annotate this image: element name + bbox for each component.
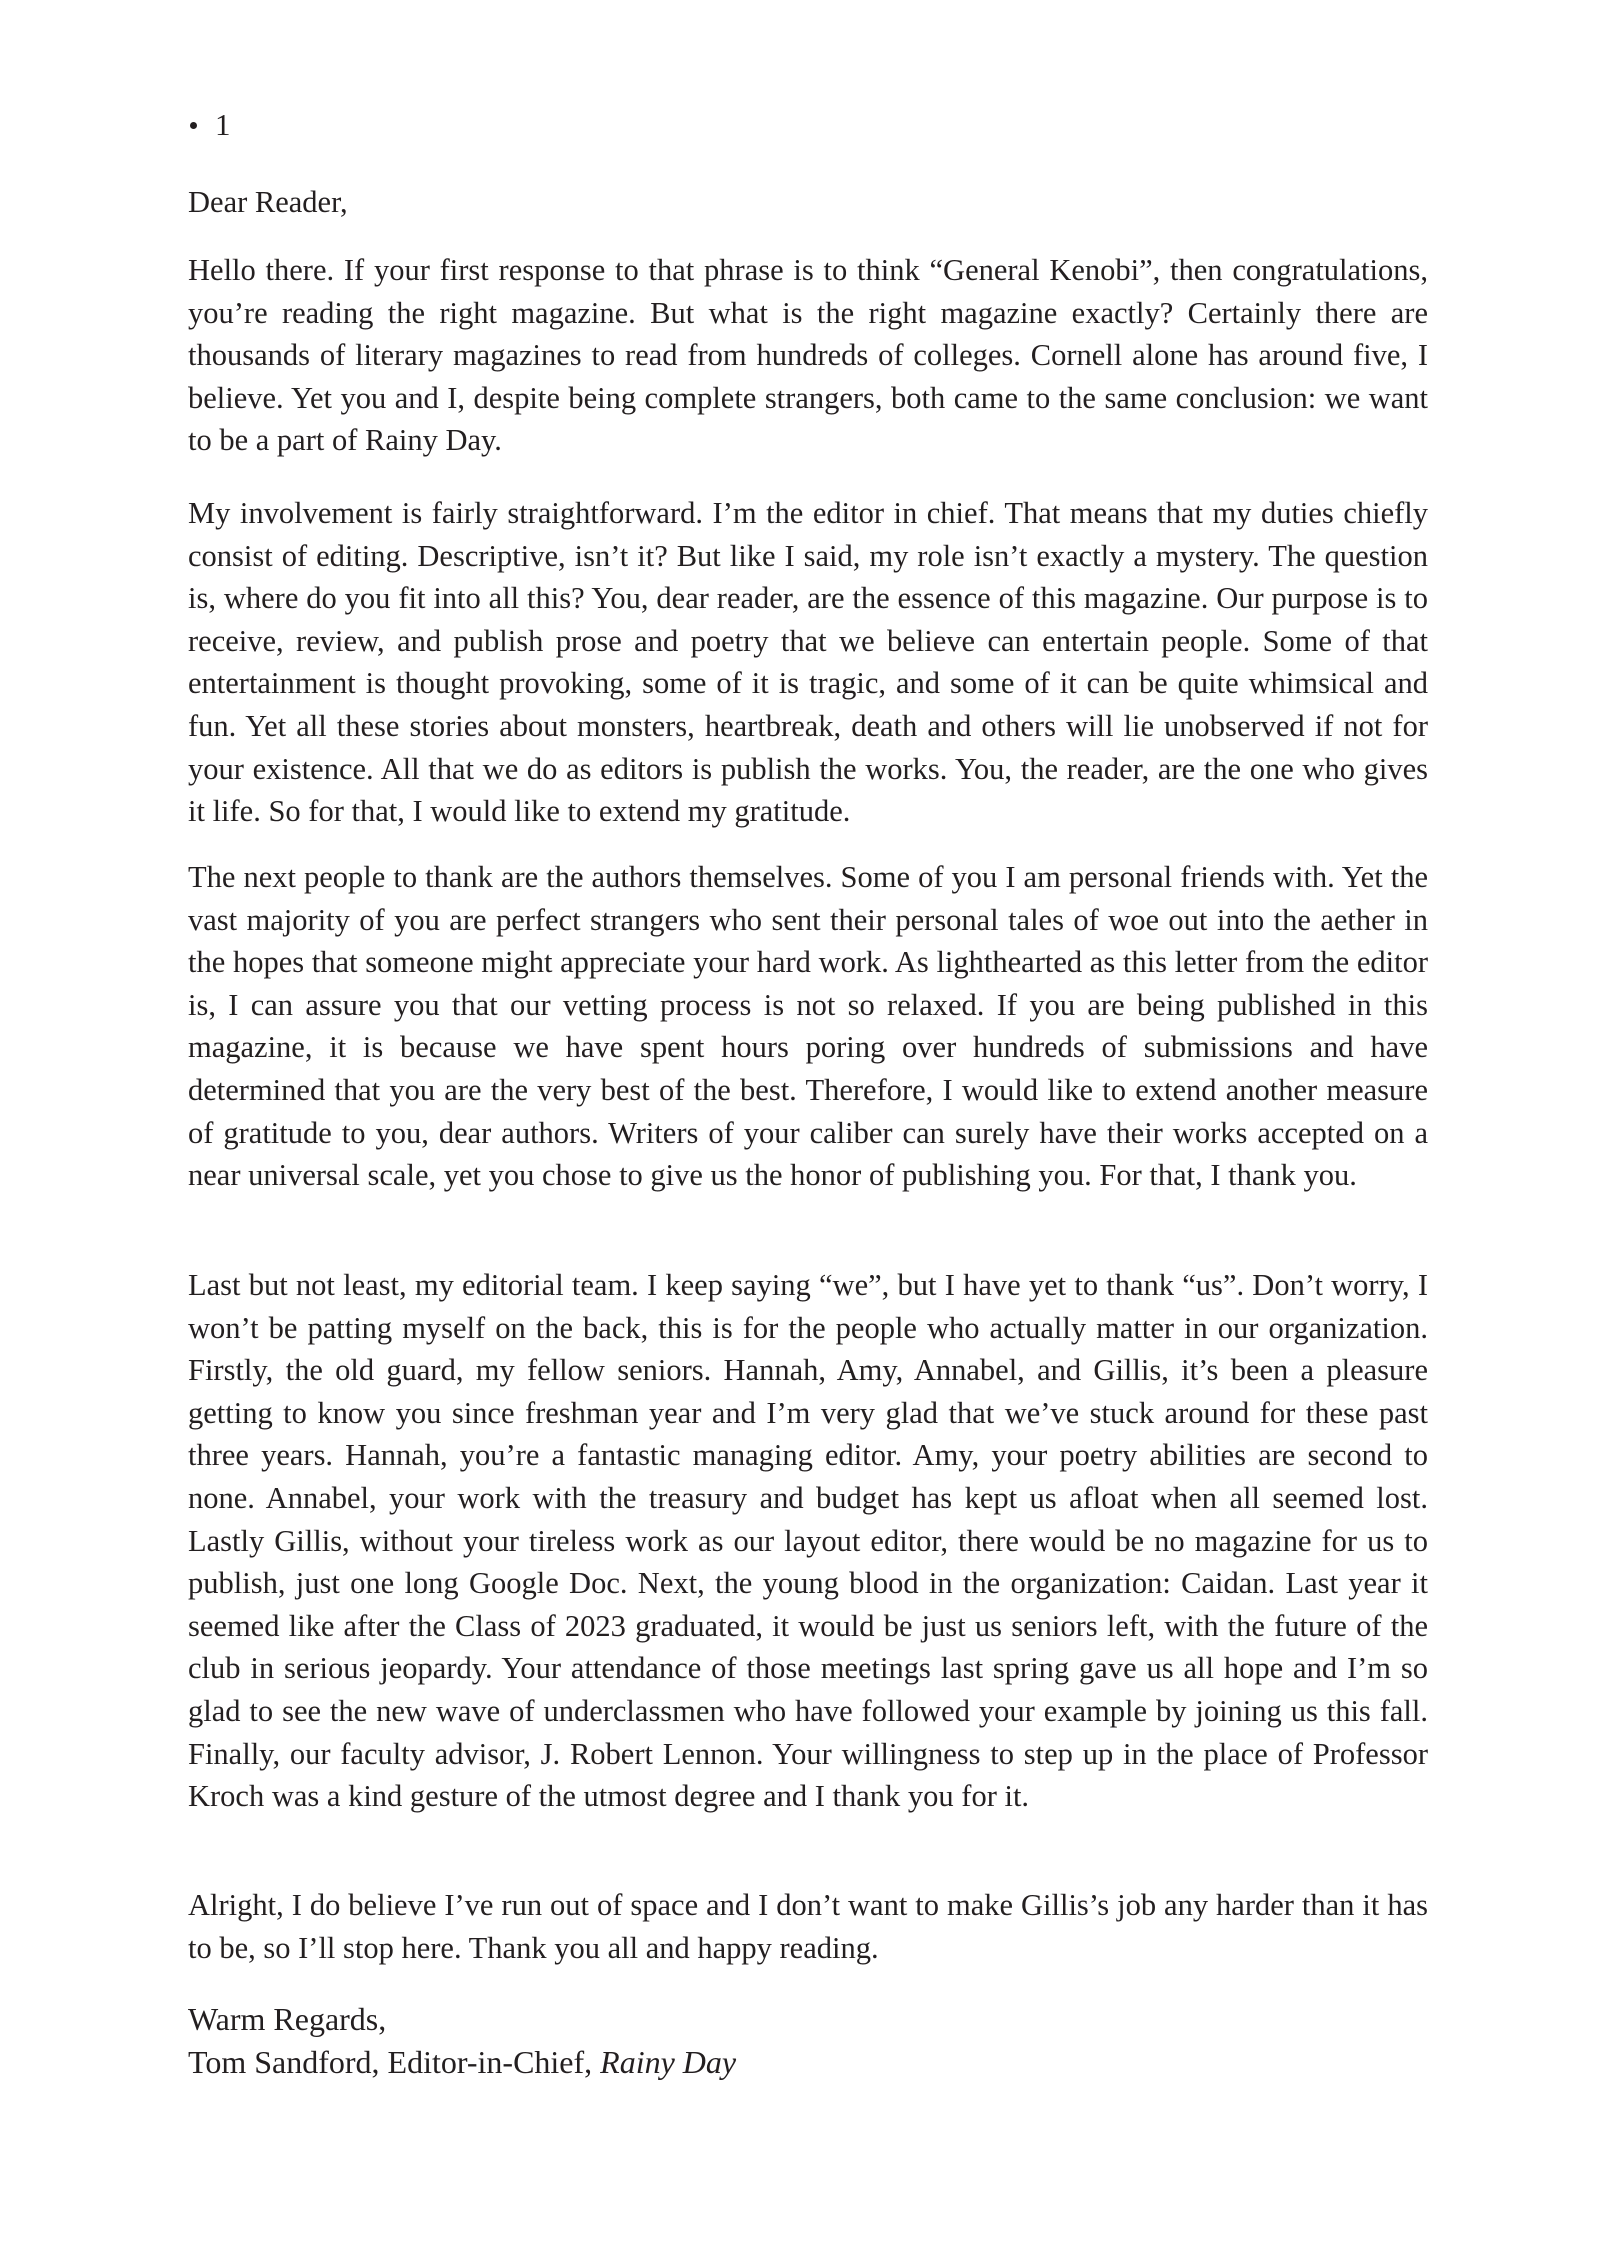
signature-line <box>188 2041 736 2084</box>
page-number-text: 1 <box>215 106 231 142</box>
page-number <box>188 104 231 146</box>
signature: Tom Sandford, Editor-in-Chief, <box>188 2044 593 2080</box>
salutation: Dear Reader, <box>188 185 348 219</box>
bullet-icon <box>190 122 197 129</box>
paragraph: The next people to thank are the authors themselves. Some of you I am personal friends with. Yet the vast majority of you are perfect strangers who sent their personal tales of woe out into the aether in the hopes that someone might appreciate your hard work. As lighthearted as this letter from the editor is, I can assure you that our vetting process is not so relaxed. If you are being published in this magazine, it is because we have spent hours poring over hundreds of submissions and have determined that you are the very best of the best. Therefore, I would like to extend another measure of gratitude to you, dear authors. Writers of your caliber can surely have their works accepted on a near universal scale, yet you chose to give us the honor of publishing you. For that, I thank you. <box>188 860 1428 1193</box>
magazine-title: Rainy Day <box>600 2044 737 2080</box>
closing-block <box>188 1998 736 2084</box>
paragraph: Alright, I do believe I’ve run out of space and I don’t want to make Gillis’s job any harder than it has to be, so I’ll stop here. Thank you all and happy reading. <box>188 1888 1428 1965</box>
paragraph: Last but not least, my editorial team. I keep saying “we”, but I have yet to thank “us”. Don’t worry, I won’t be patting myself on the back, this is for the people who actually matter in our organization. Firstly, the old guard, my fellow seniors. Hannah, Amy, Annabel, and Gillis, it’s been a pleasure getting to know you since freshman year and I’m very glad that we’ve stuck around for these past three years. Hannah, you’re a fantastic managing editor. Amy, your poetry abilities are second to none. Annabel, your work with the treasury and budget has kept us afloat when all seemed lost. Lastly Gillis, without your tireless work as our layout editor, there would be no magazine for us to publish, just one long Google Doc. Next, the young blood in the organization: Caidan. Last year it seemed like after the Class of 2023 graduated, it would be just us seniors left, with the future of the club in serious jeopardy. Your attendance of those meetings last spring gave us all hope and I’m so glad to see the new wave of underclassmen who have followed your example by joining us this fall. Finally, our faculty advisor, J. Robert Lennon. Your willingness to step up in the place of Professor Kroch was a kind gesture of the utmost degree and I thank you for it. <box>188 1268 1428 1814</box>
paragraph: My involvement is fairly straightforward. I’m the editor in chief. That means that my duties chiefly consist of editing. Descriptive, isn’t it? But like I said, my role isn’t exactly a mystery. The question is, where do you fit into all this? You, dear reader, are the essence of this magazine. Our purpose is to receive, review, and publish prose and poetry that we believe can entertain people. Some of that entertainment is thought provoking, some of it is tragic, and some of it can be quite whimsical and fun. Yet all these stories about monsters, heartbreak, death and others will lie unobserved if not for your existence. All that we do as editors is publish the works. You, the reader, are the one who gives it life. So for that, I would like to extend my gratitude. <box>188 496 1428 829</box>
closing-line: Warm Regards, <box>188 2001 387 2037</box>
paragraph: Hello there. If your first response to that phrase is to think “General Kenobi”, then congratulations, you’re reading the right magazine. But what is the right magazine exactly? Certainly there are thousands of literary magazines to read from hundreds of colleges. Cornell alone has around five, I believe. Yet you and I, despite being complete strangers, both came to the same conclusion: we want to be a part of Rainy Day. <box>188 253 1428 458</box>
